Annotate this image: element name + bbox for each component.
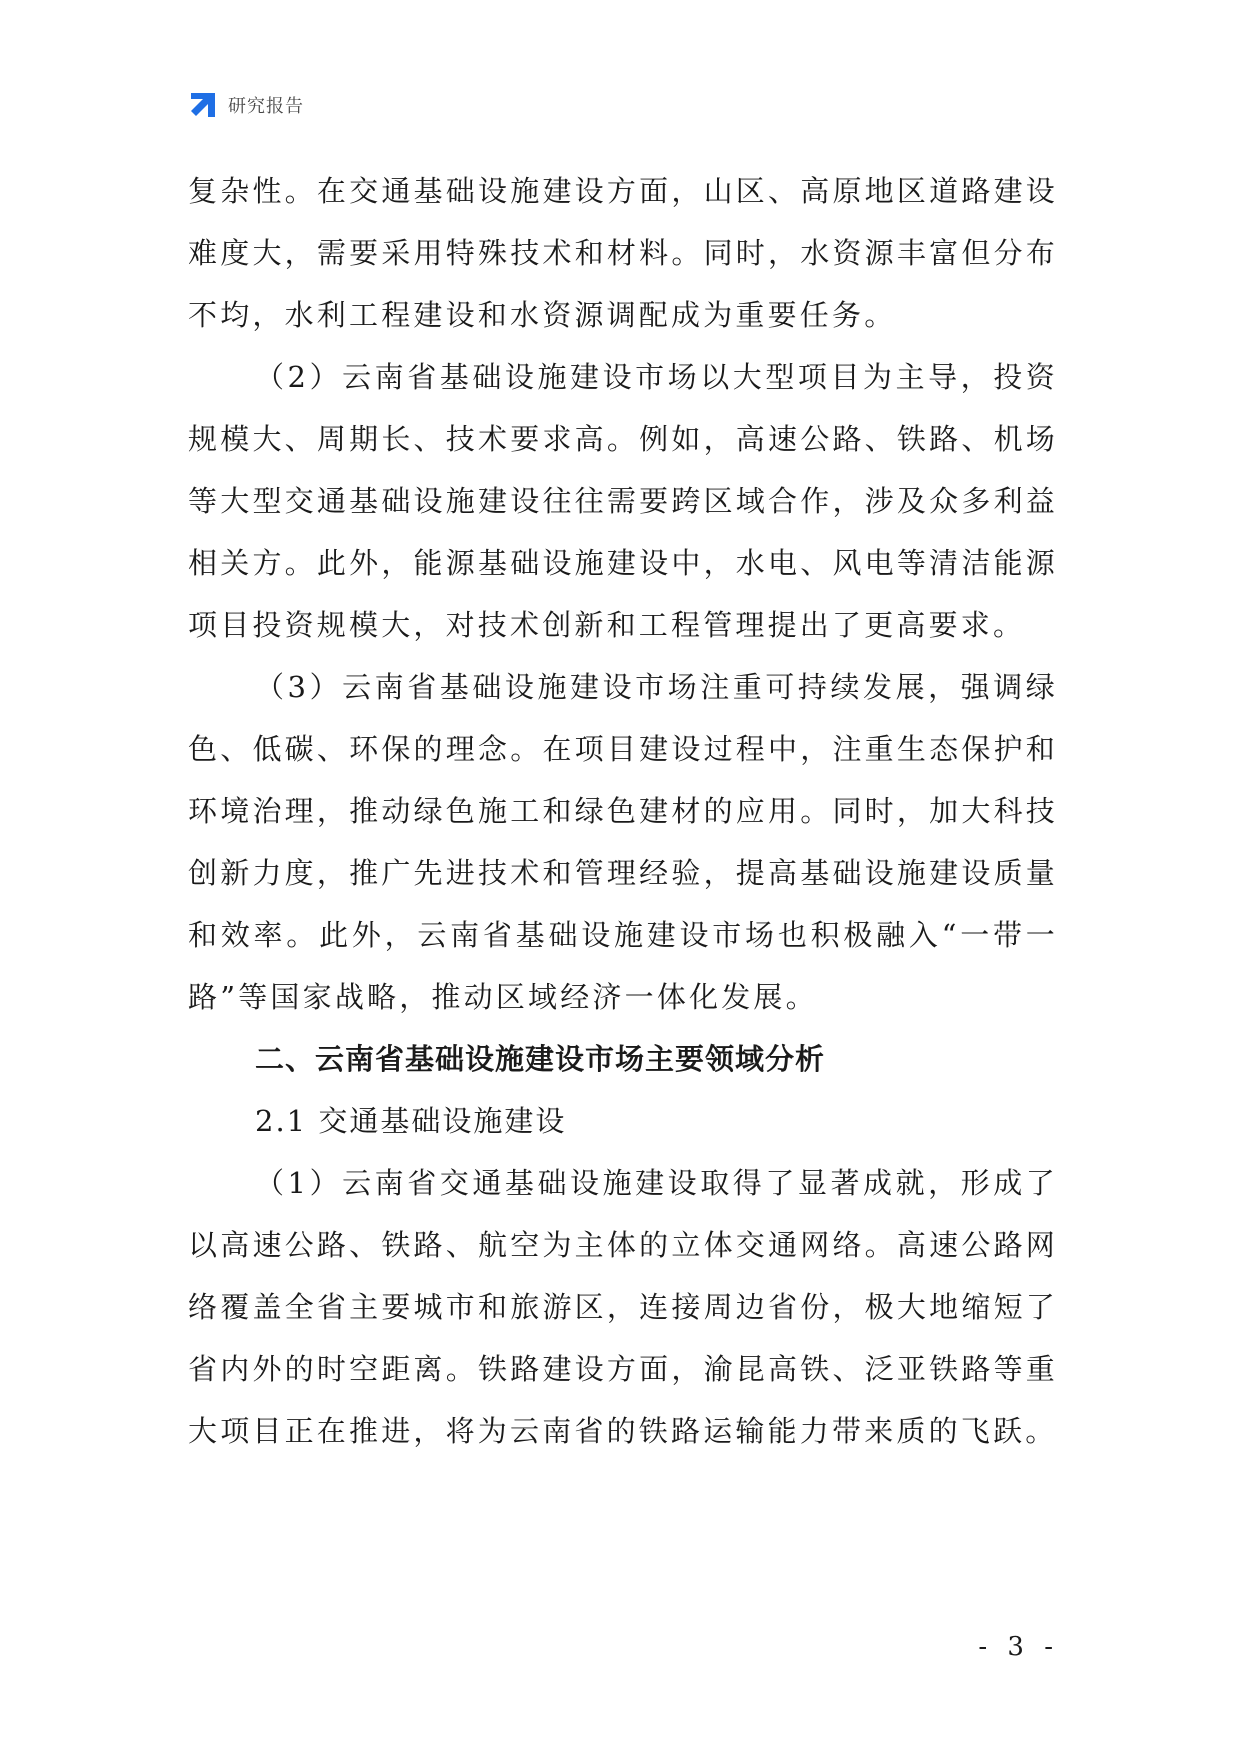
document-body: [188, 160, 1058, 1462]
paragraph-continuation: 复杂性。在交通基础设施建设方面，山区、高原地区道路建设难度大，需要采用特殊技术和材料。同时，水资源丰富但分布不均，水利工程建设和水资源调配成为重要任务。: [188, 174, 1058, 332]
section-heading: 二、云南省基础设施建设市场主要领域分析: [255, 1042, 826, 1076]
paragraph-2: （2）云南省基础设施建设市场以大型项目为主导，投资规模大、周期长、技术要求高。例如，高速公路、铁路、机场等大型交通基础设施建设往往需要跨区域合作，涉及众多利益相关方。此外，能源基础设施建设中，水电、风电等清洁能源项目投资规模大，对技术创新和工程管理提出了更高要求。: [188, 360, 1058, 642]
paragraph-1: （1）云南省交通基础设施建设取得了显著成就，形成了以高速公路、铁路、航空为主体的立体交通网络。高速公路网络覆盖全省主要城市和旅游区，连接周边省份，极大地缩短了省内外的时空距离。铁路建设方面，渝昆高铁、泛亚铁路等重大项目正在推进，将为云南省的铁路运输能力带来质的飞跃。: [188, 1166, 1058, 1448]
header-label: 研究报告: [228, 96, 304, 117]
paragraph-3: （3）云南省基础设施建设市场注重可持续发展，强调绿色、低碳、环保的理念。在项目建设过程中，注重生态保护和环境治理，推动绿色施工和绿色建材的应用。同时，加大科技创新力度，推广先进技术和管理经验，提高基础设施建设质量和效率。此外，云南省基础设施建设市场也积极融入“一带一路”等国家战略，推动区域经济一体化发展。: [188, 670, 1058, 1014]
subsection-heading: 2.1 交通基础设施建设: [255, 1104, 567, 1138]
report-header: [188, 90, 304, 120]
page-number: - 3 -: [978, 1632, 1059, 1662]
arrow-logo-icon: [188, 90, 218, 120]
